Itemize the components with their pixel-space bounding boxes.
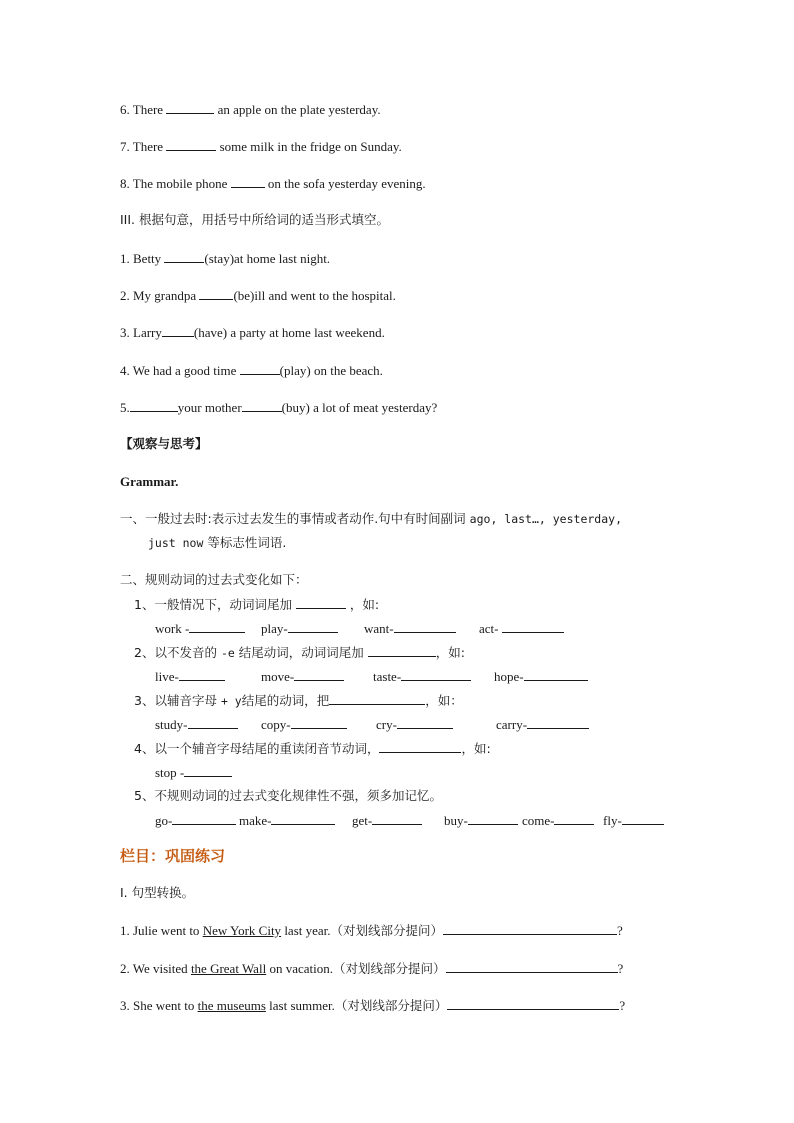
example-work: work -: [155, 620, 245, 637]
grammar-heading: Grammar.: [120, 474, 179, 489]
rule-4-examples: [0, 764, 794, 780]
practice-question-2: 2. We visited the Great Wall on vacation.（对划线部分提问） ?: [120, 961, 624, 976]
rules-title: 二、规则动词的过去式变化如下：: [120, 572, 308, 587]
practice-question-3: 3. She went to the museums last summer.（对划线部分提问） ?: [120, 998, 626, 1013]
example-make: make-: [239, 812, 335, 829]
answer-blank[interactable]: [164, 250, 204, 263]
definition-line-1: 一、一般过去时:表示过去发生的事情或者动作.句中有时间副词 ago, last…, yesterday,: [120, 511, 622, 526]
part3-question-2: 2. My grandpa (be)ill and went to the hospital.: [120, 288, 396, 303]
part3-question-4: 4. We had a good time (play) on the beach.: [120, 363, 383, 378]
example-move: move-: [261, 668, 344, 685]
answer-blank[interactable]: [240, 362, 280, 375]
answer-blank[interactable]: [296, 596, 346, 609]
example-live: live-: [155, 668, 225, 685]
rule-4: 4、以一个辅音字母结尾的重读闭音节动词， ，如:: [134, 741, 491, 756]
answer-blank[interactable]: [166, 138, 216, 151]
rule-5: 5、不规则动词的过去式变化规律性不强，须多加记忆。: [134, 788, 442, 803]
question-6: 6. There an apple on the plate yesterday.: [120, 102, 381, 117]
question-7: 7. There some milk in the fridge on Sunday.: [120, 139, 402, 154]
example-play: play-: [261, 620, 338, 637]
part3-question-1: 1. Betty (stay)at home last night.: [120, 251, 331, 266]
example-buy: buy-: [444, 812, 518, 829]
practice-question-1: 1. Julie went to New York City last year.（对划线部分提问） ?: [120, 923, 623, 938]
answer-blank[interactable]: [166, 101, 214, 114]
answer-blank[interactable]: [162, 324, 194, 337]
rule-5-examples: [0, 812, 794, 828]
practice-heading: 栏目：巩固练习: [120, 847, 226, 865]
example-come: come-: [522, 812, 594, 829]
example-carry: carry-: [496, 716, 589, 733]
rule-3-examples: [0, 716, 794, 732]
part3-question-3: 3. Larry (have) a party at home last weekend.: [120, 325, 385, 340]
example-stop: stop -: [155, 764, 232, 781]
example-act: act-: [479, 620, 564, 637]
rule-1-examples: [0, 620, 794, 636]
example-fly: fly-: [603, 812, 664, 829]
rule-3: 3、以辅音字母 + y结尾的动词，把 ，如：: [134, 693, 463, 708]
answer-blank[interactable]: [443, 922, 617, 935]
example-go: go-: [155, 812, 236, 829]
part3-title: III. 根据句意，用括号中所给词的适当形式填空。: [120, 212, 390, 227]
answer-blank[interactable]: [242, 399, 282, 412]
answer-blank[interactable]: [130, 399, 178, 412]
example-study: study-: [155, 716, 238, 733]
definition-line-2: just now 等标志性词语.: [148, 535, 287, 550]
answer-blank[interactable]: [446, 960, 618, 973]
rule-1: 1、一般情况下，动词词尾加 ，如:: [134, 597, 380, 612]
answer-blank[interactable]: [231, 175, 265, 188]
example-hope: hope-: [494, 668, 588, 685]
example-get: get-: [352, 812, 422, 829]
example-want: want-: [364, 620, 456, 637]
example-copy: copy-: [261, 716, 347, 733]
rule-2-examples: [0, 668, 794, 684]
part3-question-5: 5. your mother (buy) a lot of meat yesterday?: [120, 400, 438, 415]
answer-blank[interactable]: [368, 644, 436, 657]
example-taste: taste-: [373, 668, 471, 685]
answer-blank[interactable]: [329, 692, 425, 705]
observe-title: 【观察与思考】: [120, 436, 208, 451]
question-8: 8. The mobile phone on the sofa yesterday evening.: [120, 176, 426, 191]
answer-blank[interactable]: [379, 740, 461, 753]
answer-blank[interactable]: [199, 287, 233, 300]
rule-2: 2、以不发音的 -e 结尾动词，动词词尾加 ，如:: [134, 645, 465, 660]
answer-blank[interactable]: [447, 997, 619, 1010]
example-cry: cry-: [376, 716, 453, 733]
part1-title: Ⅰ. 句型转换。: [120, 885, 195, 900]
